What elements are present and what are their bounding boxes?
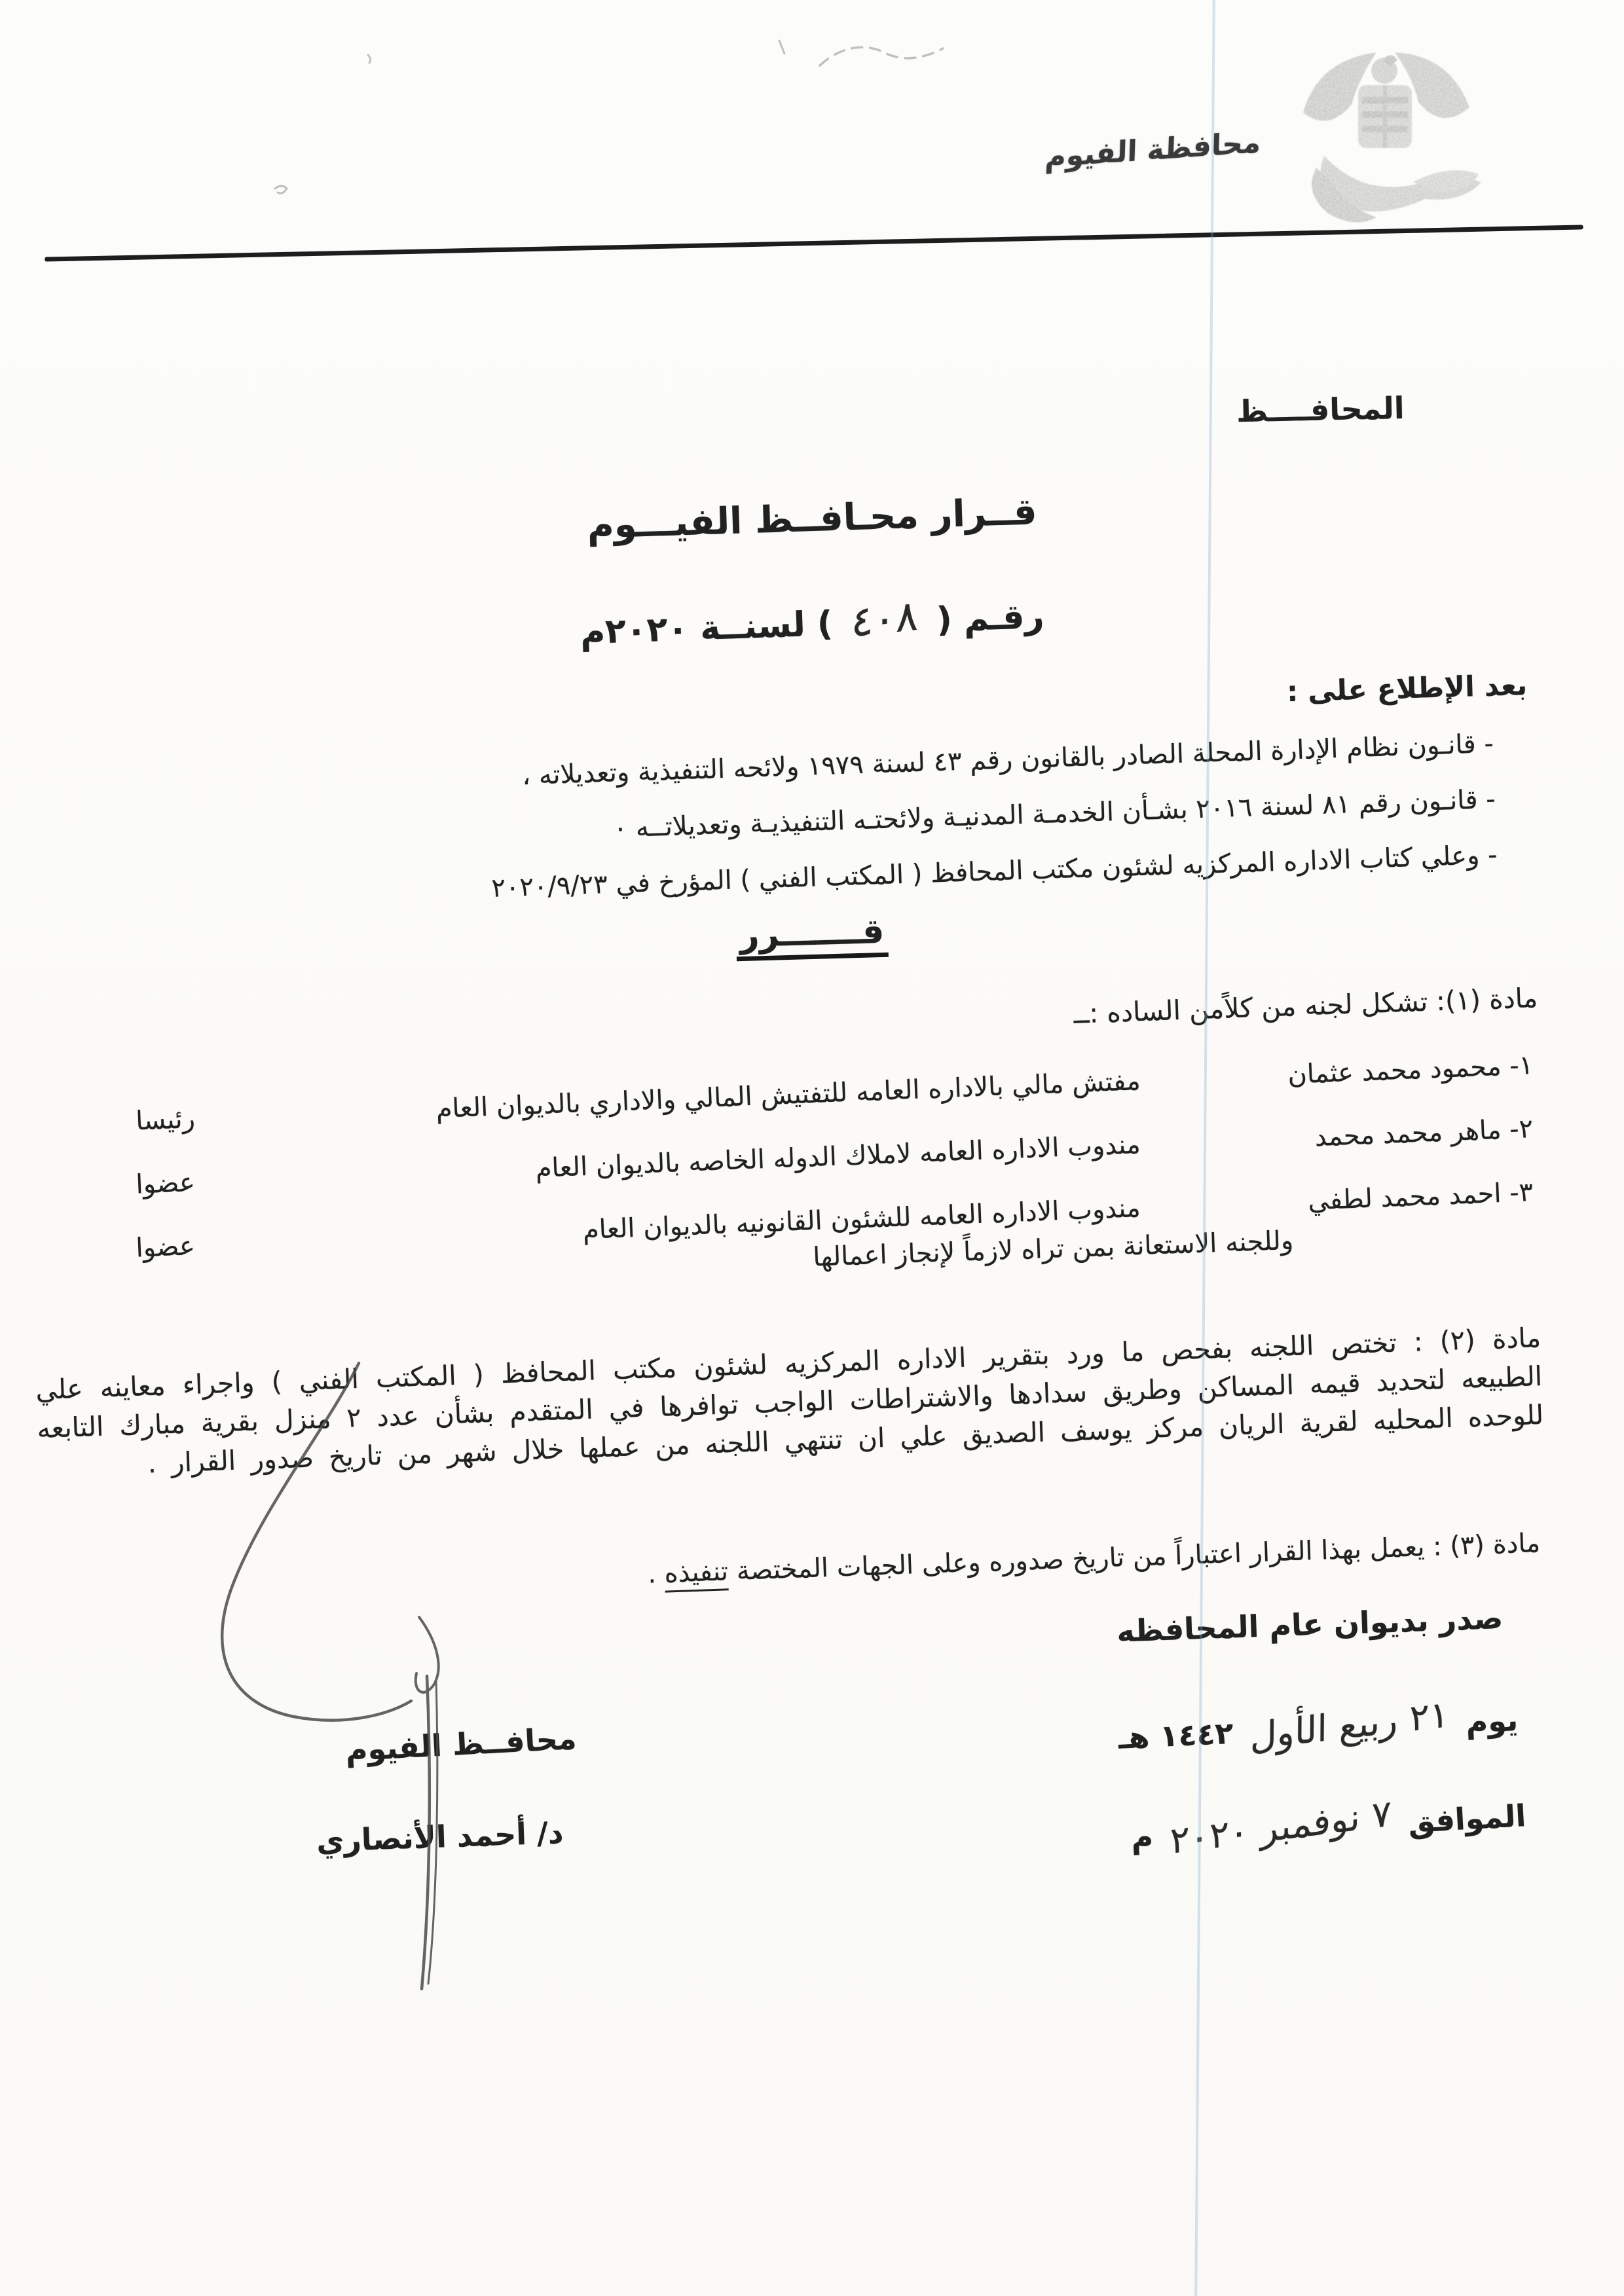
pen-scribble-mark (275, 41, 943, 193)
member-role: عضوا (135, 1167, 196, 1200)
article2-label: مادة (٢) : (1413, 1321, 1541, 1358)
article1-intro (1073, 982, 1538, 1030)
decision-word-text: قـــــــرر (735, 912, 889, 961)
member-name: ٢- ماهر محمد محمد (1314, 1113, 1534, 1153)
article3-label: مادة (٣) : (1432, 1528, 1541, 1562)
member-description: مفتش مالي بالاداره العامه للتفتيش المالي والاداري بالديوان العام (435, 1066, 1141, 1125)
preamble-heading: بعد الإطلاع على : (1286, 669, 1528, 709)
decree-number-handwritten: ٤٠٨ (850, 591, 919, 647)
article3-paragraph (35, 1528, 1541, 1611)
gregorian-date-handwritten: ٧ نوفمبر ٢٠٢٠ (1170, 1792, 1392, 1863)
gregorian-date-line (1130, 1792, 1527, 1863)
hijri-date-prefix: يوم (1465, 1702, 1519, 1740)
member-role: رئيسا (135, 1104, 196, 1137)
member-role: عضوا (135, 1231, 196, 1264)
member-description: مندوب الاداره العامه للشئون القانونيه بالديوان العام (582, 1193, 1141, 1246)
signatory-title: محافــظ الفيوم (344, 1721, 578, 1768)
member-name: ١- محمود محمد عثمان (1287, 1049, 1534, 1091)
article3-underlined-word: تنفيذه (664, 1556, 729, 1592)
article3-text: يعمل بهذا القرار اعتباراً من تاريخ صدوره وعلى الجهات المختصة (735, 1532, 1426, 1586)
member-name: ٣- احمد محمد لطفي (1307, 1176, 1534, 1216)
letterhead-governorate-name: محافظة الفيوم (1044, 125, 1261, 175)
gregorian-date-prefix: الموافق (1407, 1798, 1527, 1840)
article2-text: تختص اللجنه بفحص ما ورد بتقرير الاداره المركزيه لشئون مكتب المحافظ ( المكتب الفني ) واجراء معاينه علي الطبيعه لتحديد قيمه المساكن وطريق سدادها والاشتراطات الواجب توافرها في المتقدم بشأن عدد ٢ منزل بقرية مبارك التابعه للوحده المحليه لقرية الريان مركز يوسف الصديق علي ان تنتهي اللجنه من عملها خلال شهر من تاريخ صدور القرار . (35, 1326, 1544, 1480)
issuance-statement: صدر بديوان عام المحافظه (1116, 1600, 1504, 1649)
eagle-emblem-icon (1285, 27, 1488, 237)
governor-label: المحافــــظ (1236, 390, 1405, 429)
header-divider-line (45, 225, 1583, 261)
preamble-item: - قانـون رقم ٨١ لسنة ٢٠١٦ بشـأن الخدمـة المدنيـة ولائحتـه التنفيذيـة وتعديلاتــه ٠ (612, 784, 1496, 844)
hijri-date-year: ١٤٤٢ هـ (1117, 1715, 1234, 1756)
preamble-item: - وعلي كتاب الاداره المركزيه لشئون مكتب المحافظ ( المكتب الفني ) المؤرخ في ٢٠٢٠/٩/٢٣ (490, 839, 1498, 903)
preamble-item: - قانـون نظام الإدارة المحلة الصادر بالقانون رقم ٤٣ لسنة ١٩٧٩ ولائحه التنفيذية وتعديلاته ، (521, 728, 1494, 792)
committee-assistance-note: وللجنه الاستعانة بمن تراه لازماً لإنجاز اعمالها (812, 1226, 1294, 1273)
decree-number-prefix: رقـم ( (935, 596, 1045, 640)
article3-tail: . (647, 1559, 657, 1590)
hijri-date-line (1117, 1693, 1519, 1759)
decree-title: قــرار محـافــظ الفيـــوم (586, 490, 1038, 547)
gregorian-date-suffix: م (1130, 1818, 1154, 1855)
article2-paragraph (35, 1319, 1544, 1487)
article1-intro-text: تشكل لجنه من كلاًمن الساده :ــ (1073, 985, 1428, 1030)
member-description: مندوب الاداره العامه لاملاك الدوله الخاصه بالديوان العام (534, 1129, 1141, 1184)
hijri-date-handwritten: ٢١ ربيع الأول (1249, 1693, 1449, 1759)
article1-label: مادة (١): (1435, 982, 1538, 1017)
decree-number-line (0, 569, 1624, 674)
signatory-name: د/ أحمد الأنصاري (315, 1815, 564, 1859)
decree-number-suffix: ) لسنــة ٢٠٢٠م (580, 604, 834, 653)
